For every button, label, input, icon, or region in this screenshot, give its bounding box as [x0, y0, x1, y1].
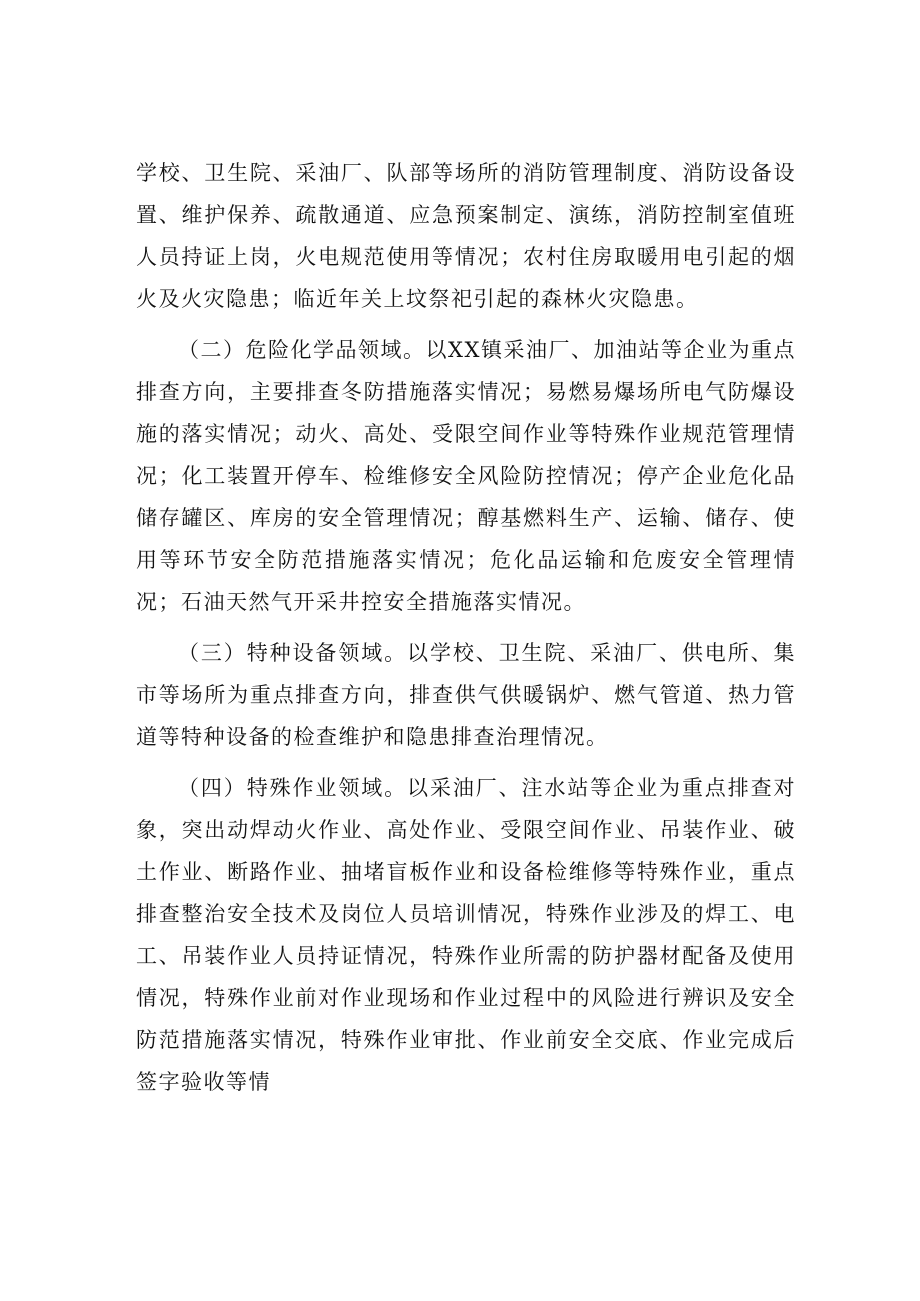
paragraph-special-equipment: （三）特种设备领域。以学校、卫生院、采油厂、供电所、集市等场所为重点排查方向，排查供气供暖锅炉、燃气管道、热力管道等特种设备的检查维护和隐患排查治理情况。 [136, 641, 796, 749]
paragraph-special-operations: （四）特殊作业领域。以采油厂、注水站等企业为重点排查对象，突出动焊动火作业、高处作业、受限空间作业、吊装作业、破土作业、断路作业、抽堵盲板作业和设备检维修等特殊作业，重点排查整治安全技术及岗位人员培训情况，特殊作业涉及的焊工、电工、吊装作业人员持证情况，特殊作业所需的防护器材配备及使用情况，特殊作业前对作业现场和作业过程中的风险进行辨识及安全防范措施落实情况，特殊作业审批、作业前安全交底、作业完成后签字验收等情 [136, 776, 796, 1094]
paragraph-continuation: 学校、卫生院、采油厂、队部等场所的消防管理制度、消防设备设置、维护保养、疏散通道、应急预案制定、演练，消防控制室值班人员持证上岗，火电规范使用等情况；农村住房取暖用电引起的烟火及火灾隐患；临近年关上坟祭祀引起的森林火灾隐患。 [136, 161, 796, 311]
document-body [136, 152, 796, 1103]
paragraph-hazardous-chemicals: （二）危险化学品领域。以XX镇采油厂、加油站等企业为重点排查方向，主要排查冬防措施落实情况；易燃易爆场所电气防爆设施的落实情况；动火、高处、受限空间作业等特殊作业规范管理情况；化工装置开停车、检维修安全风险防控情况；停产企业危化品储存罐区、库房的安全管理情况；醇基燃料生产、运输、储存、使用等环节安全防范措施落实情况；危化品运输和危废安全管理情况；石油天然气开采井控安全措施落实情况。 [136, 338, 796, 614]
